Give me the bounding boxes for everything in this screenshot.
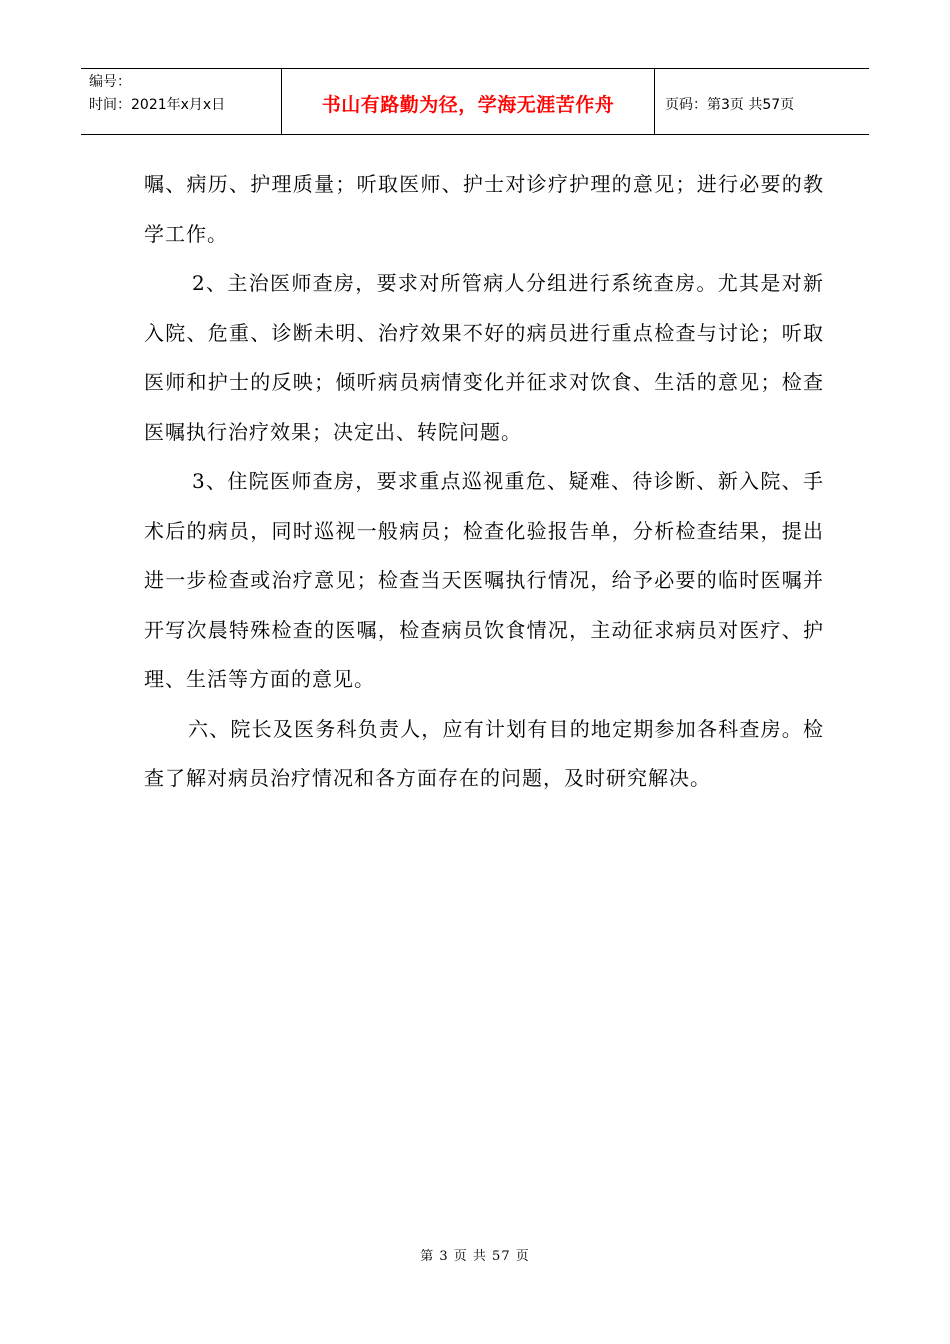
paragraph-attending-rounds: 2、主治医师查房，要求对所管病人分组进行系统查房。尤其是对新入院、危重、诊断未明、治疗效果不好的病员进行重点检查与讨论；听取医师和护士的反映；倾听病员病情变化并征求对饮食、生活的意见；检查医嘱执行治疗效果；决定出、转院问题。 <box>144 271 824 444</box>
document-date-label: 时间：2021年x月x日 <box>89 97 226 113</box>
paragraph-continuation: 嘱、病历、护理质量；听取医师、护士对诊疗护理的意见；进行必要的教学工作。 <box>144 172 824 246</box>
document-number-label: 编号： <box>89 74 131 90</box>
header-page-info: 页码：第3页 共57页 <box>665 96 795 113</box>
document-body <box>144 160 824 804</box>
page-header <box>81 68 869 135</box>
paragraph-resident-rounds: 3、住院医师查房，要求重点巡视重危、疑难、待诊断、新入院、手术后的病员，同时巡视一般病员；检查化验报告单，分析检查结果，提出进一步检查或治疗意见；检查当天医嘱执行情况，给予必要的临时医嘱并开写次晨特殊检查的医嘱，检查病员饮食情况，主动征求病员对医疗、护理、生活等方面的意见。 <box>144 469 824 691</box>
header-motto: 书山有路勤为径，学海无涯苦作舟 <box>282 69 655 134</box>
page-footer: 第 3 页 共 57 页 <box>420 1249 530 1264</box>
paragraph-director-rounds: 六、院长及医务科负责人，应有计划有目的地定期参加各科查房。检查了解对病员治疗情况和各方面存在的问题，及时研究解决。 <box>144 716 824 790</box>
header-meta-cell <box>81 69 282 134</box>
